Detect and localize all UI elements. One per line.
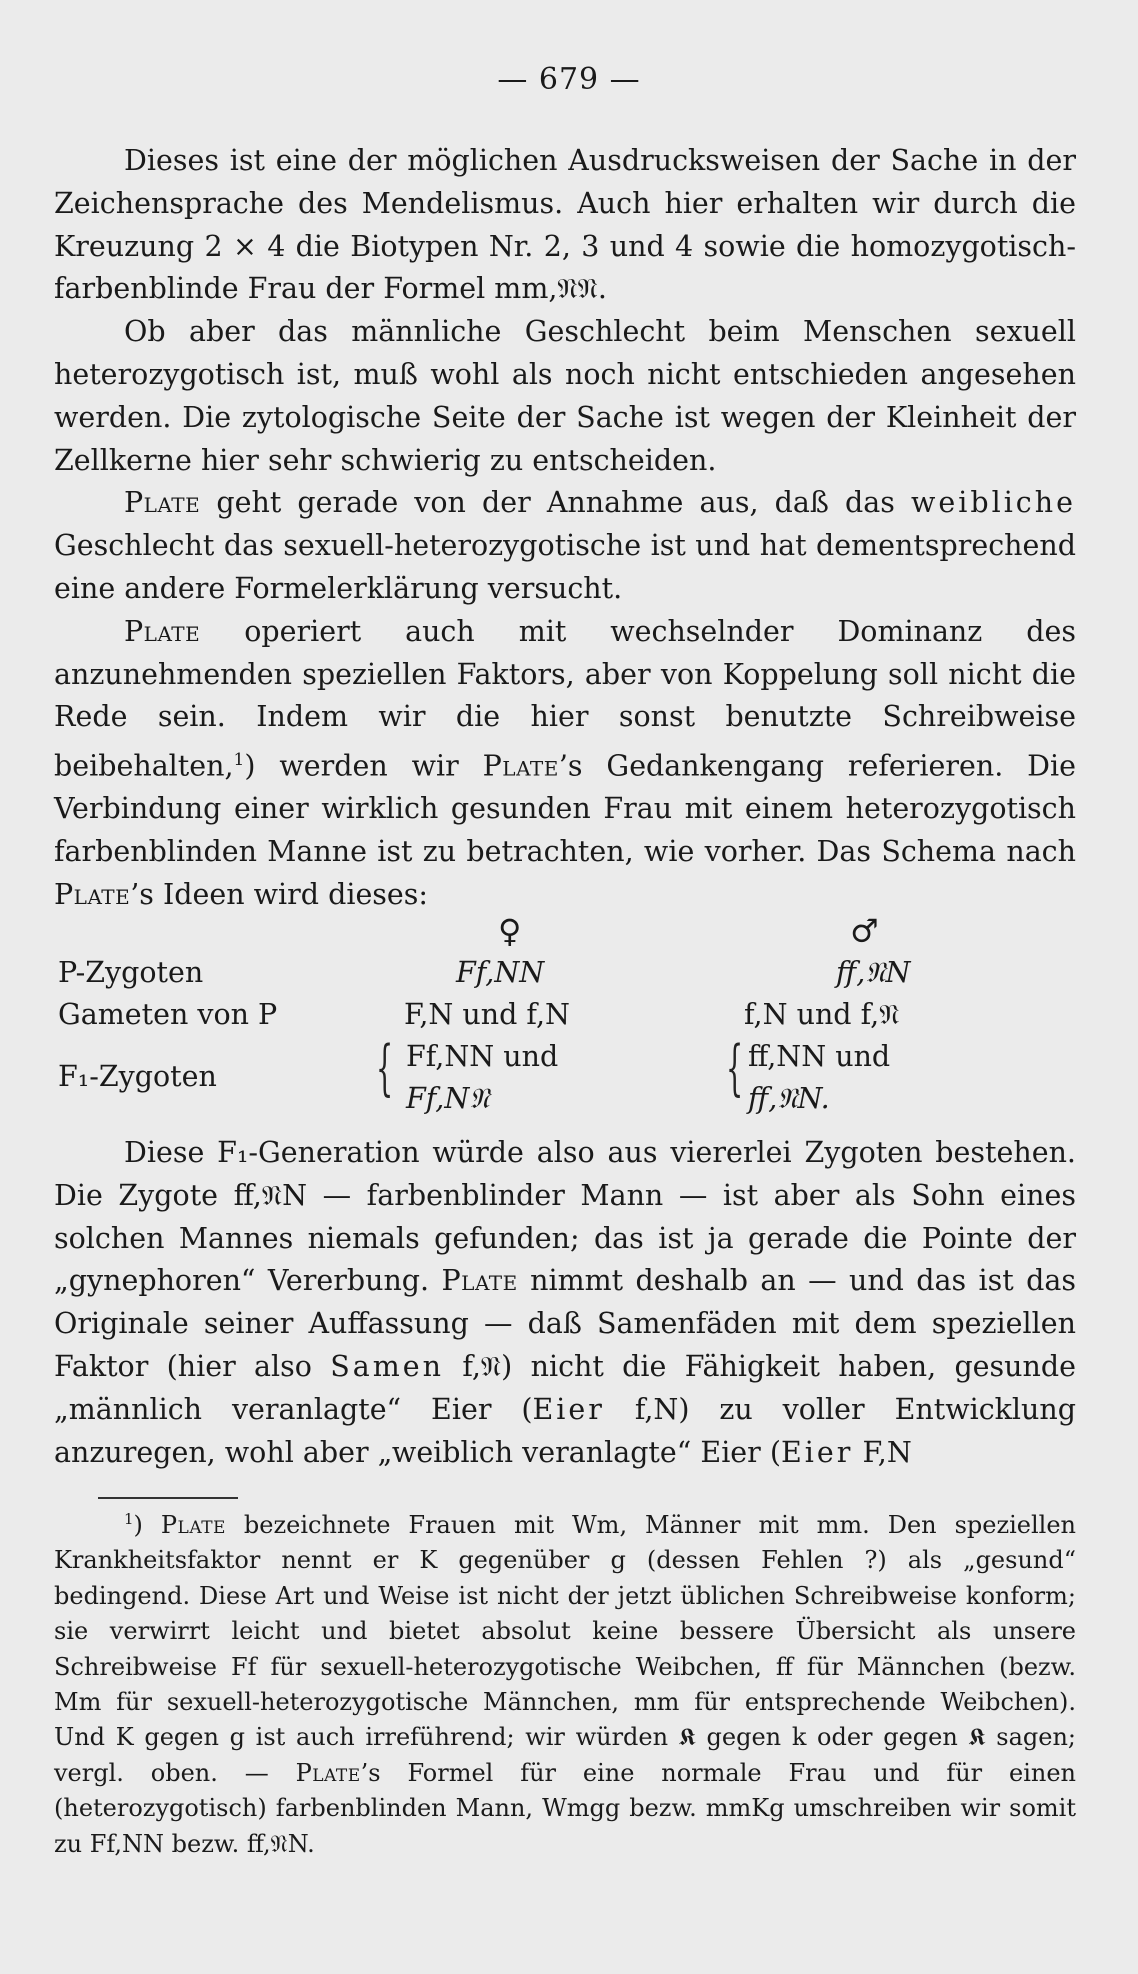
body-text-upper (54, 140, 1076, 917)
paragraph-3-text-b: Geschlecht das sexuell-heterozygotische ist und hat dementsprechend eine andere Formelerklärung versucht. (54, 529, 1076, 605)
paragraph-5-text-e: F,N (853, 1435, 912, 1469)
paragraph-5-text-a: Diese F₁-Generation würde also aus viererlei Zygoten bestehen. Die Zygote ff,𝔑N — farbenblinder Mann — ist aber als Sohn eines solchen Mannes niemals gefunden; das ist ja gerade die Pointe der „gynephoren“ Vererbung. (54, 1136, 1076, 1298)
author-name: Plate (441, 1264, 518, 1298)
row-label-p-zygoten: P-Zygoten (58, 956, 204, 989)
gameten-female: F,N und f,N (404, 998, 570, 1031)
paragraph-3 (54, 482, 1076, 610)
paragraph-4-text-b: ) werden wir (244, 749, 483, 783)
brace-female: { (376, 1033, 394, 1103)
footnote-mark: 1 (233, 750, 245, 771)
body-text-lower (54, 1132, 1076, 1474)
f1-male-b: ff,𝔑N. (748, 1082, 830, 1115)
author-name: Plate (160, 1511, 226, 1539)
footnote-paragraph (54, 1502, 1076, 1862)
spaced-word: Samen (330, 1349, 445, 1383)
spaced-word: Eier (532, 1392, 605, 1426)
brace-male: { (726, 1033, 744, 1103)
author-name: Plate (124, 486, 201, 520)
paragraph-4-text-d: ’s Ideen wird dieses: (130, 878, 429, 912)
paragraph-5 (54, 1132, 1076, 1474)
spaced-word: Eier (780, 1435, 854, 1469)
paragraph-4-text-c: ’s Gedankengang referieren. Die Verbindung einer wirklich gesunden Frau mit einem heterozygotisch farbenblinden Manne ist zu betrachten, wie vorher. Das Schema nach (54, 749, 1076, 869)
author-name: Plate (482, 749, 559, 783)
paragraph-3-text-a: geht gerade von der Annahme aus, daß das (200, 486, 911, 520)
footnote-paren: ) (133, 1511, 161, 1539)
footnote-text-b: ’s Formel für eine normale Frau und für einen (heterozygotisch) farbenblinden Mann, Wmgg bezw. mmKg umschreiben wir somit zu Ff,NN bezw. ff,𝔑N. (54, 1758, 1077, 1858)
footnote (54, 1494, 1076, 1862)
f1-male-a: ff,NN und (748, 1040, 891, 1073)
author-name: Plate (54, 878, 131, 912)
paragraph-5-text-b: nimmt deshalb an — und das ist das Originale seiner Auffassung — daß Samenfäden mit dem speziellen Faktor (hier also (54, 1264, 1077, 1383)
p-zygote-female: Ff,NN (456, 956, 545, 989)
spaced-word: weibliche (910, 486, 1076, 520)
paragraph-4-text-a: operiert auch mit wechselnder Dominanz des anzunehmenden speziellen Faktors, aber von Koppelung soll nicht die Rede sein. Indem wir die hier sonst benutzte Schreibweise beibehalten, (54, 614, 1076, 783)
paragraph-4 (54, 611, 1076, 917)
author-name: Plate (124, 614, 201, 648)
paragraph-1: Dieses ist eine der möglichen Ausdrucksweisen der Sache in der Zeichensprache des Mendelismus. Auch hier erhalten wir durch die Kreuzung 2 × 4 die Biotypen Nr. 2, 3 und 4 sowie die homozygotisch-farbenblinde Frau der Formel mm,𝔑𝔑. (54, 144, 1076, 306)
p-zygote-male: ff,𝔑N (836, 956, 911, 989)
paragraph-2: Ob aber das männliche Geschlecht beim Menschen sexuell heterozygotisch ist, muß wohl als noch nicht entschieden angesehen werden. Die zytologische Seite der Sache ist wegen der Kleinheit der Zellkerne hier sehr schwierig zu entscheiden. (54, 315, 1076, 477)
crossing-schema (54, 912, 1076, 1122)
f1-female-a: Ff,NN und (406, 1040, 559, 1073)
footnote-number: 1 (124, 1510, 134, 1528)
gameten-male: f,N und f,𝔑 (744, 998, 900, 1031)
row-label-gameten: Gameten von P (58, 998, 278, 1031)
paragraph-5-text-c: f,𝔑) nicht die Fähigkeit haben, gesunde „männlich veranlagte“ Eier ( (54, 1349, 1076, 1426)
row-label-f1-zygoten: F₁-Zygoten (58, 1060, 217, 1093)
paragraph-5-text-d: f,N) zu voller Entwicklung anzuregen, wohl aber „weiblich veranlagte“ Eier ( (54, 1392, 1076, 1469)
f1-female-b: Ff,N𝔑 (406, 1082, 490, 1115)
author-name: Plate (295, 1758, 361, 1787)
male-symbol: ♂ (850, 912, 879, 950)
page-number: — 679 — (497, 62, 641, 97)
female-symbol: ♀ (498, 912, 522, 950)
footnote-text-a: bezeichnete Frauen mit Wm, Männer mit mm. Den speziellen Krankheitsfaktor nennt er K gegenüber g (dessen Fehlen ?) als „gesund“ bedingend. Diese Art und Weise ist nicht der jetzt üblichen Schreibweise konform; sie verwirrt leicht und bietet absolut keine bessere Übersicht als unsere Schreibweise Ff für sexuell-heterozygotische Weibchen, ff für Männchen (bezw. Mm für sexuell-heterozygotische Männchen, mm für entsprechende Weibchen). Und K gegen g ist auch irreführend; wir würden 𝕶 gegen k oder gegen 𝕶 sagen; vergl. oben. — (54, 1511, 1077, 1787)
